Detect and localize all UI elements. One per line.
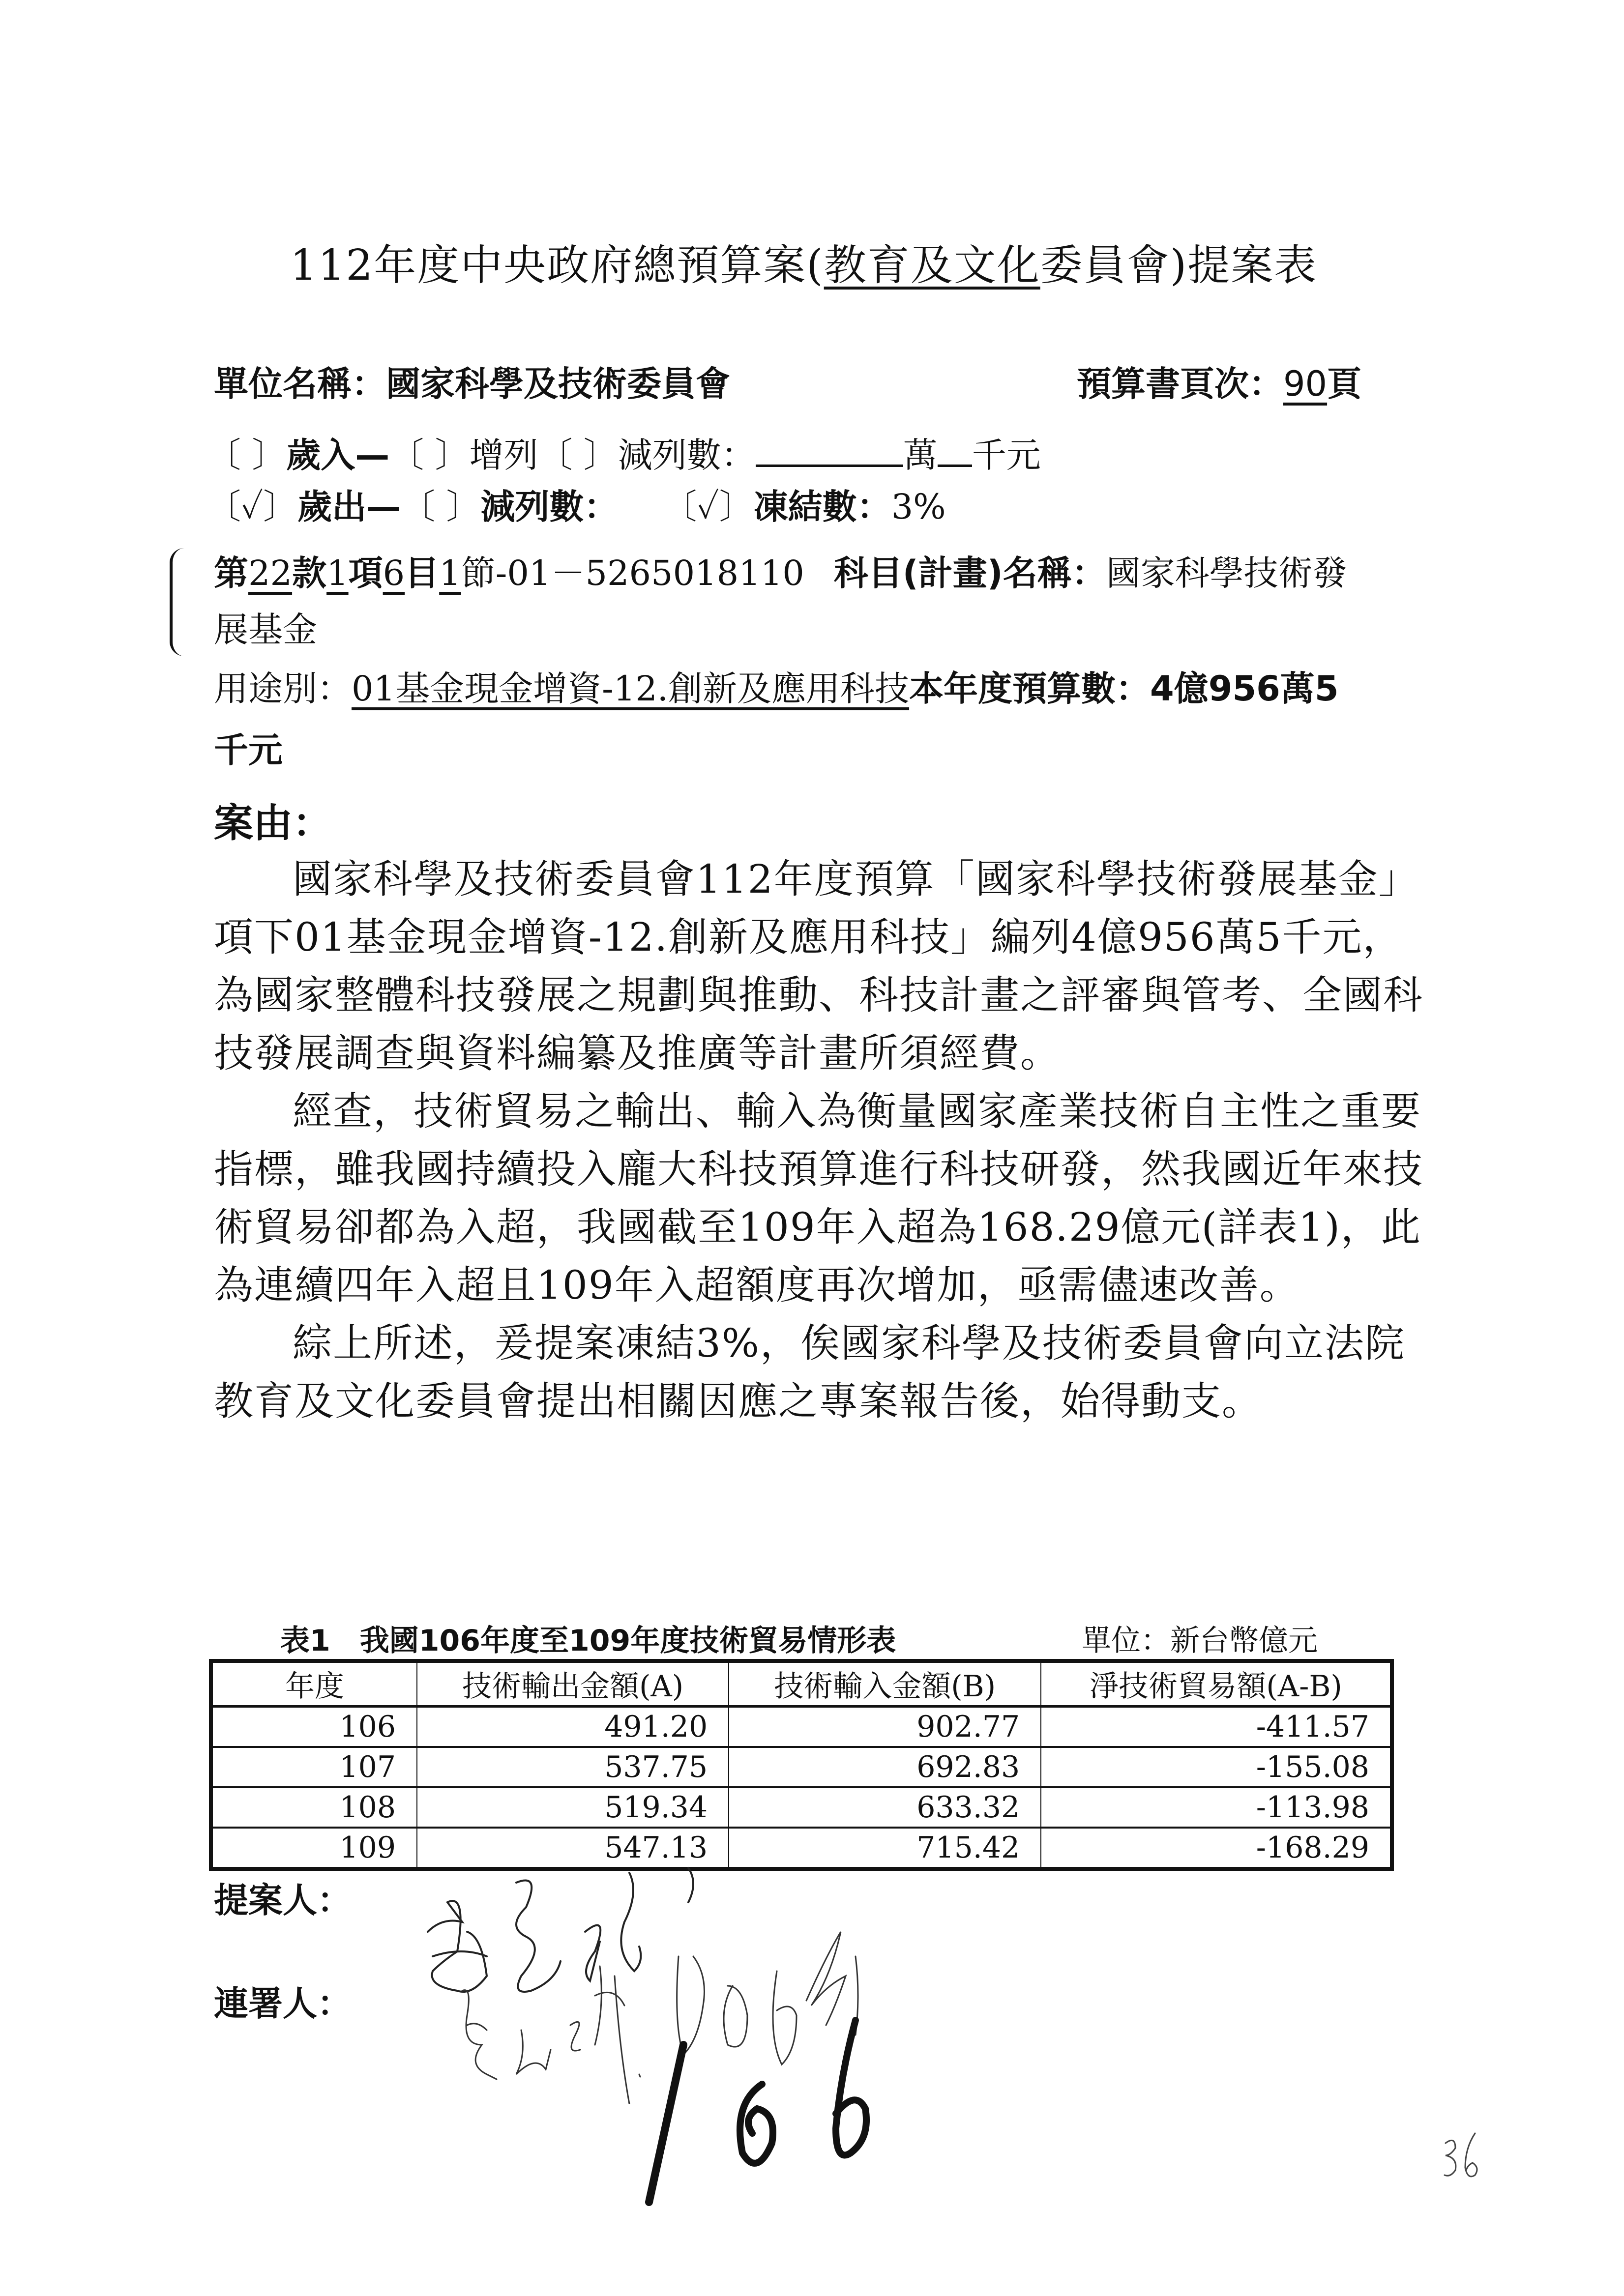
- usage-value: 01基金現金增資-12.創新及應用科技: [352, 668, 910, 709]
- budget-page: [1077, 356, 1361, 406]
- page-unit: 頁: [1327, 364, 1362, 404]
- expense-cut-checkbox[interactable]: 〔 〕: [401, 487, 481, 527]
- cell-net: -411.57: [1041, 1707, 1392, 1747]
- cell-net: -113.98: [1041, 1787, 1392, 1828]
- jie-code: 節-01－5265018110: [461, 553, 804, 593]
- usage-label: 用途別：: [214, 668, 352, 709]
- document-title: [290, 231, 1317, 292]
- item-line: [214, 546, 1347, 595]
- freeze-value: 3%: [891, 487, 946, 527]
- proposer-label: 提案人：: [214, 1880, 352, 1920]
- table-row: [211, 1787, 1392, 1828]
- reason-paragraph-3: 綜上所述，爰提案凍結3%，俟國家科學及技術委員會向立法院教育及文化委員會提出相關因應之專案報告後，始得動支。: [214, 1320, 1405, 1424]
- reason-heading: 案由：: [214, 800, 332, 846]
- cell-export: 519.34: [417, 1787, 729, 1828]
- table-row: [211, 1707, 1392, 1747]
- reason-paragraph-2: 經查，技術貿易之輸出、輸入為衡量國家產業技術自主性之重要指標，雖我國持續投入龐大科技預算進行科技研發，然我國近年來技術貿易卻都為入超，我國截至109年入超為168.29億元(詳表1)，此為連續四年入超且109年入超額度再次增加，亟需儘速改善。: [214, 1088, 1423, 1308]
- budget-amount: 本年度預算數：4億956萬5: [909, 668, 1339, 709]
- cell-import: 692.83: [729, 1747, 1041, 1787]
- budget-amount-cont: 千元: [214, 730, 283, 770]
- header-export: 技術輸出金額(A): [417, 1661, 729, 1707]
- add-label: 增列: [469, 435, 538, 475]
- table-unit: 單位：新台幣億元: [1082, 1624, 1318, 1658]
- xiang-value: 1: [326, 553, 349, 593]
- cell-import: 633.32: [729, 1787, 1041, 1828]
- freeze-checkbox[interactable]: 〔✓〕: [662, 487, 754, 527]
- cell-year: 109: [211, 1828, 417, 1869]
- qianyuan-label: 千元: [972, 435, 1041, 475]
- wan-blank[interactable]: [756, 460, 903, 467]
- cut-label: 減列數：: [618, 435, 756, 475]
- cell-year: 107: [211, 1747, 417, 1787]
- header-net: 淨技術貿易額(A-B): [1041, 1661, 1392, 1707]
- header-year: 年度: [211, 1661, 417, 1707]
- cell-import: 902.77: [729, 1707, 1041, 1747]
- jie-value: 1: [439, 553, 461, 593]
- reason-paragraph: [214, 1082, 1428, 1314]
- expense-line: [207, 479, 946, 529]
- item-bracket: [170, 548, 190, 656]
- cell-net: -155.08: [1041, 1747, 1392, 1787]
- qian-blank[interactable]: [938, 460, 972, 467]
- table-caption: 表1 我國106年度至109年度技術貿易情形表: [280, 1624, 896, 1658]
- expense-label: 歲出—: [297, 487, 401, 527]
- title-committee: 教育及文化: [824, 241, 1040, 290]
- cell-import: 715.42: [729, 1828, 1041, 1869]
- reason-paragraph-1: 國家科學及技術委員會112年度預算「國家科學技術發展基金」項下01基金現金增資-12.創新及應用科技」編列4億956萬5千元，為國家整體科技發展之規劃與推動、科技計畫之評審與管考、全國科技發展調查與資料編纂及推廣等計畫所須經費。: [214, 856, 1423, 1076]
- cosigner-label: 連署人：: [214, 1983, 352, 2024]
- kuan-value: 22: [248, 553, 293, 593]
- di-label: 第: [214, 553, 248, 593]
- reason-paragraph: [214, 1314, 1428, 1430]
- subject-value-cont: 展基金: [214, 610, 317, 650]
- table-header-row: [211, 1661, 1392, 1707]
- title-prefix: 112年度中央政府總預算案(: [290, 241, 824, 290]
- cell-year: 106: [211, 1707, 417, 1747]
- reason-body: [214, 850, 1428, 1430]
- revenue-label: 歲入—: [286, 435, 390, 475]
- page-number-handwritten: [1441, 2128, 1485, 2187]
- revenue-checkbox[interactable]: 〔 〕: [207, 435, 287, 475]
- cell-year: 108: [211, 1787, 417, 1828]
- xiang-label: 項: [348, 553, 383, 593]
- kuan-label: 款: [292, 553, 327, 593]
- title-suffix: 委員會)提案表: [1040, 241, 1318, 290]
- expense-cut-label: 減列數：: [480, 487, 619, 527]
- freeze-label: 凍結數：: [753, 487, 891, 527]
- cut-checkbox[interactable]: 〔 〕: [538, 435, 618, 475]
- cell-net: -168.29: [1041, 1828, 1392, 1869]
- cell-export: 537.75: [417, 1747, 729, 1787]
- subject-label: 科目(計畫)名稱：: [833, 553, 1106, 593]
- trade-table: [209, 1659, 1394, 1871]
- usage-line: [214, 661, 1339, 711]
- subject-value: 國家科學技術發: [1106, 553, 1347, 593]
- wan-label: 萬: [903, 435, 938, 475]
- mu-value: 6: [383, 553, 405, 593]
- revenue-line: [207, 428, 1041, 477]
- expense-checkbox[interactable]: 〔✓〕: [207, 487, 298, 527]
- mu-label: 目: [405, 553, 440, 593]
- table-row: [211, 1747, 1392, 1787]
- unit-name: 單位名稱：國家科學及技術委員會: [214, 364, 730, 404]
- header-import: 技術輸入金額(B): [729, 1661, 1041, 1707]
- handwritten-number: [639, 2015, 915, 2222]
- reason-paragraph: [214, 850, 1428, 1082]
- add-checkbox[interactable]: 〔 〕: [389, 435, 470, 475]
- table-row: [211, 1828, 1392, 1869]
- page-value: 90: [1283, 364, 1328, 404]
- cell-export: 547.13: [417, 1828, 729, 1869]
- cell-export: 491.20: [417, 1707, 729, 1747]
- page-label: 預算書頁次：: [1077, 364, 1283, 404]
